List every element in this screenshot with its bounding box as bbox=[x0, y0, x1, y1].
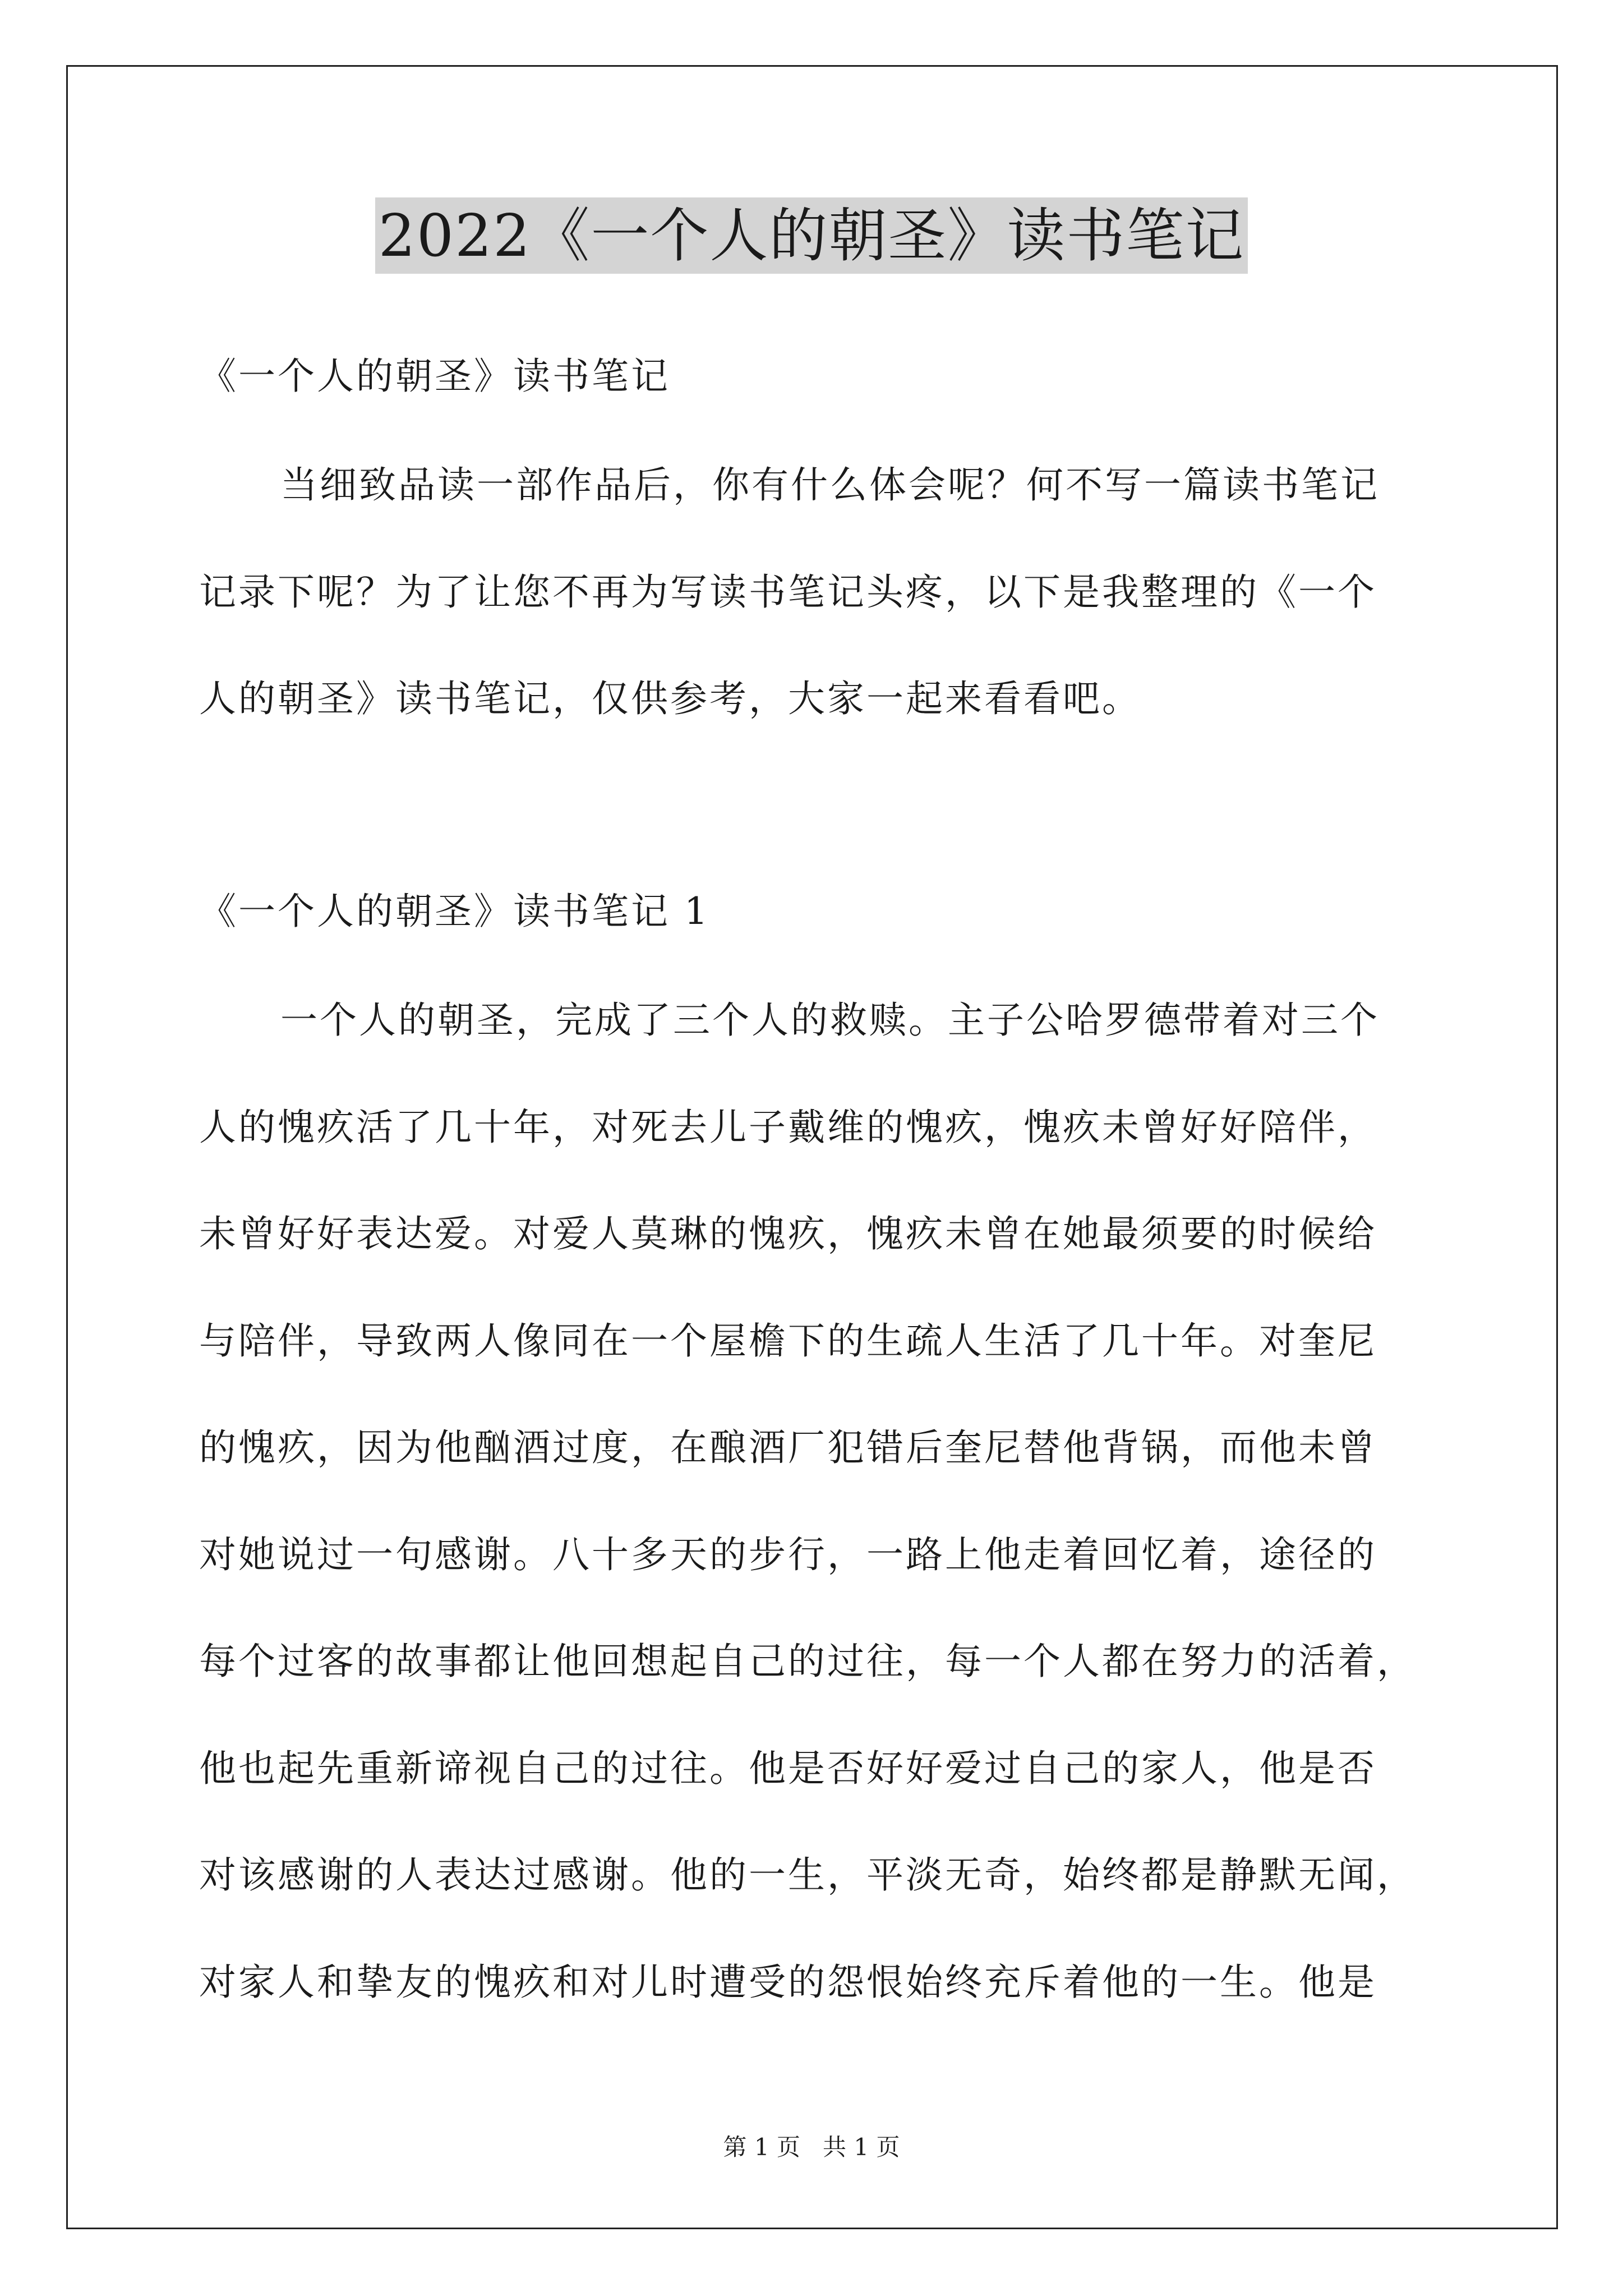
body-line-2: 人的愧疚活了几十年，对死去儿子戴维的愧疚，愧疚未曾好好陪伴， bbox=[199, 1106, 1377, 1149]
body-line-10: 对家人和挚友的愧疚和对儿时遭受的怨恨始终充斥着他的一生。他是 bbox=[199, 1961, 1377, 2004]
intro-line-3: 人的朝圣》读书笔记，仅供参考，大家一起来看看吧。 bbox=[199, 677, 1141, 720]
intro-line-1: 当细致品读一部作品后，你有什么体会呢？何不写一篇读书笔记 bbox=[280, 463, 1380, 507]
document-title: 2022《一个人的朝圣》读书笔记 bbox=[375, 197, 1248, 274]
title-container bbox=[0, 197, 1623, 274]
page-number-footer: 第 1 页 共 1 页 bbox=[723, 2133, 900, 2161]
body-line-7: 每个过客的故事都让他回想起自己的过往，每一个人都在努力的活着， bbox=[199, 1640, 1416, 1683]
body-line-3: 未曾好好表达爱。对爱人莫琳的愧疚，愧疚未曾在她最须要的时候给 bbox=[199, 1212, 1377, 1255]
body-line-1: 一个人的朝圣，完成了三个人的救赎。主子公哈罗德带着对三个 bbox=[280, 999, 1380, 1042]
intro-line-2: 记录下呢？为了让您不再为写读书笔记头疼，以下是我整理的《一个 bbox=[199, 570, 1377, 614]
body-line-6: 对她说过一句感谢。八十多天的步行，一路上他走着回忆着，途径的 bbox=[199, 1533, 1377, 1576]
body-line-8: 他也起先重新谛视自己的过往。他是否好好爱过自己的家人，他是否 bbox=[199, 1747, 1377, 1790]
body-line-9: 对该感谢的人表达过感谢。他的一生，平淡无奇，始终都是静默无闻， bbox=[199, 1853, 1416, 1897]
body-line-5: 的愧疚，因为他酗酒过度，在酿酒厂犯错后奎尼替他背锅，而他未曾 bbox=[199, 1426, 1377, 1469]
document-subtitle: 《一个人的朝圣》读书笔记 bbox=[199, 355, 670, 398]
section-heading: 《一个人的朝圣》读书笔记 1 bbox=[199, 890, 710, 933]
body-line-4: 与陪伴，导致两人像同在一个屋檐下的生疏人生活了几十年。对奎尼 bbox=[199, 1319, 1377, 1363]
